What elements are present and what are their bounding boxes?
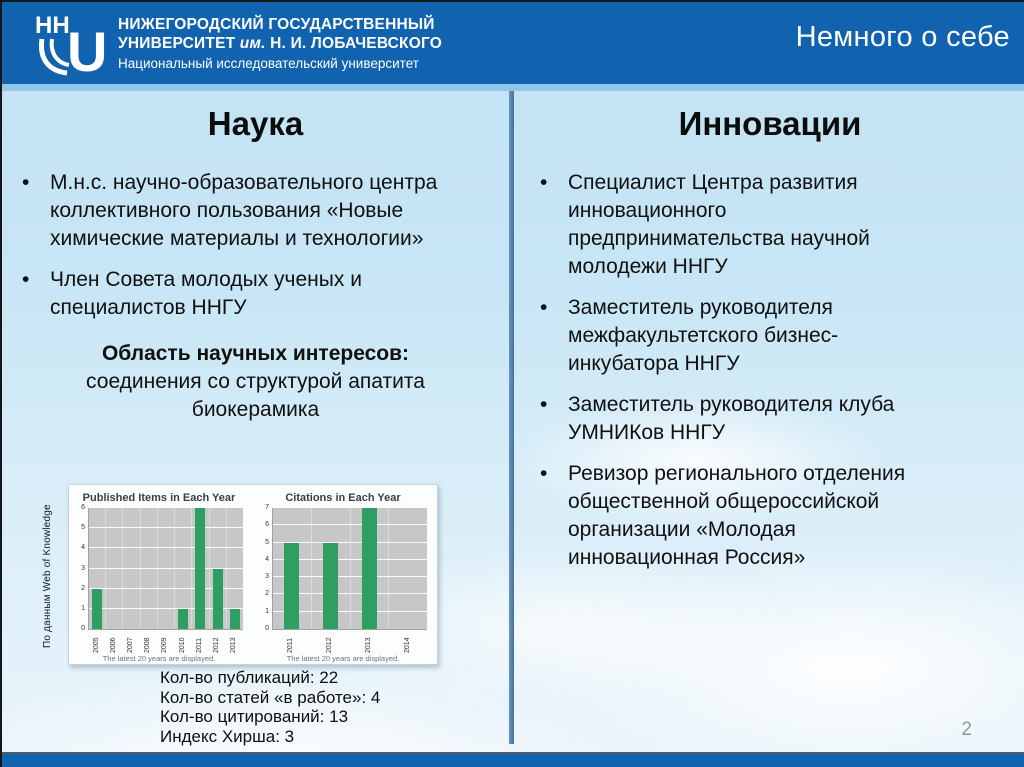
chart-body — [75, 504, 243, 632]
science-bullet-item: • Член Совета молодых ученых и специалистов ННГУ — [50, 266, 442, 322]
x-tick-label: 2007 — [127, 637, 135, 653]
bar-slot — [192, 508, 209, 629]
chart-title: Citations in Each Year — [285, 492, 401, 504]
science-column — [0, 91, 511, 746]
chart-bar — [195, 508, 205, 629]
chart-title: Published Items in Each Year — [82, 492, 236, 504]
x-tick-label: 2011 — [287, 637, 295, 653]
bar-slot — [123, 508, 140, 629]
innovation-heading: Инновации — [678, 105, 862, 142]
chart-caption: The latest 20 years are displayed. — [286, 654, 400, 663]
university-name-line1: НИЖЕГОРОДСКИЙ ГОСУДАРСТВЕННЫЙ — [118, 16, 435, 33]
research-interests-label: Область научных интересов: — [101, 342, 410, 365]
publication-stat-line: Индекс Хирша: 3 — [160, 726, 295, 746]
research-interests — [0, 340, 511, 424]
science-bullet-list — [0, 169, 442, 322]
bar-slot — [141, 508, 158, 629]
page-number: 2 — [961, 719, 972, 740]
x-tick-slot — [272, 630, 311, 653]
publication-stat-line: Кол-во публикаций: 22 — [160, 668, 339, 687]
y-tick-label: 2 — [81, 584, 85, 592]
column-divider — [509, 91, 514, 744]
y-tick-label: 0 — [81, 625, 85, 632]
university-name-line3: Национальный исследовательский университет — [118, 56, 419, 71]
bar-slot — [210, 508, 227, 629]
innovation-bullet-item: • Ревизор регионального отделения общественной общероссийской организации «Молодая инновационная Россия» — [568, 460, 948, 572]
chart-bar — [362, 508, 377, 629]
chart-plot-area — [272, 508, 427, 630]
chart-y-axis — [259, 504, 272, 632]
innovation-bullet-item: • Заместитель руководителя межфакультетского бизнес-инкубатора ННГУ — [568, 294, 948, 378]
slide-top-edge-line — [0, 0, 1024, 2]
y-tick-label: 1 — [81, 604, 85, 612]
chart-bar — [284, 543, 299, 629]
innovation-column — [516, 91, 1024, 585]
x-tick-slot — [388, 630, 427, 653]
bar-slot — [312, 508, 351, 629]
chart-x-axis — [88, 630, 243, 653]
x-tick-slot — [105, 630, 122, 653]
svg-text:НН: НН — [35, 12, 70, 39]
chart-bar — [323, 543, 338, 629]
header-bar — [0, 2, 1024, 84]
x-tick-label: 2005 — [92, 637, 100, 653]
publication-stat-line: Кол-во цитирований: 13 — [160, 707, 349, 726]
science-heading: Наука — [207, 105, 304, 142]
y-tick-label: 2 — [265, 590, 269, 598]
bar-slot — [389, 508, 427, 629]
y-tick-label: 7 — [265, 504, 269, 511]
chart-y-axis — [75, 504, 88, 632]
bar-slot — [89, 508, 106, 629]
published-items-chart — [69, 485, 253, 664]
slide-left-edge-line — [0, 0, 2, 767]
x-tick-slot — [88, 630, 105, 653]
x-tick-label: 2012 — [326, 637, 334, 653]
x-tick-label: 2012 — [213, 637, 221, 653]
y-tick-label: 3 — [81, 564, 85, 572]
science-bullet-item: • М.н.с. научно-образовательного центра коллективного пользования «Новые химические материалы и технологии» — [50, 169, 442, 253]
slide-title: Немного о себе — [795, 21, 1010, 53]
x-tick-slot — [226, 630, 243, 653]
university-name-block — [118, 15, 442, 73]
footer-bar — [0, 752, 1024, 767]
y-tick-label: 4 — [265, 555, 269, 563]
x-tick-slot — [122, 630, 139, 653]
x-tick-label: 2013 — [364, 637, 372, 653]
y-tick-label: 3 — [265, 573, 269, 581]
x-tick-slot — [157, 630, 174, 653]
university-logo-icon — [34, 9, 110, 79]
x-tick-slot — [350, 630, 389, 653]
bar-slot — [227, 508, 243, 629]
chart-bar — [178, 609, 188, 629]
innovation-bullet-list — [516, 169, 948, 572]
y-tick-label: 4 — [81, 544, 85, 552]
bar-slot — [175, 508, 192, 629]
y-tick-label: 5 — [265, 538, 269, 546]
x-tick-slot — [311, 630, 350, 653]
chart-bar — [230, 609, 240, 629]
research-interests-line: биокерамика — [191, 398, 320, 421]
publication-stats — [160, 668, 380, 746]
wos-charts-panel — [68, 484, 438, 665]
x-tick-label: 2013 — [230, 637, 238, 653]
x-tick-slot — [140, 630, 157, 653]
chart-x-axis — [272, 630, 427, 653]
x-tick-label: 2008 — [144, 637, 152, 653]
citations-chart — [253, 485, 437, 664]
innovation-bullet-item: • Специалист Центра развития инновационного предпринимательства научной молодежи ННГУ — [568, 169, 948, 281]
chart-body — [259, 504, 427, 632]
bar-slot — [273, 508, 312, 629]
x-tick-slot — [174, 630, 191, 653]
chart-plot-area — [88, 508, 243, 630]
bar-slot — [351, 508, 390, 629]
innovation-bullet-item: • Заместитель руководителя клуба УМНИКов ННГУ — [568, 391, 948, 447]
y-tick-label: 1 — [265, 607, 269, 615]
research-interests-line: соединения со структурой апатита — [86, 370, 425, 393]
x-tick-label: 2014 — [403, 637, 411, 653]
wos-source-note: По данным Web of Knowledge — [42, 504, 53, 648]
bar-slot — [106, 508, 123, 629]
chart-bar — [213, 569, 223, 630]
header-accent-strip — [0, 84, 1024, 91]
x-tick-label: 2006 — [109, 637, 117, 653]
y-tick-label: 6 — [81, 504, 85, 511]
chart-caption: The latest 20 years are displayed. — [102, 654, 216, 663]
bar-slot — [158, 508, 175, 629]
x-tick-slot — [191, 630, 208, 653]
university-name-line2: УНИВЕРСИТЕТ им. Н. И. ЛОБАЧЕВСКОГО — [118, 35, 442, 52]
y-tick-label: 0 — [265, 625, 269, 632]
svg-text:U: U — [67, 20, 108, 79]
x-tick-label: 2009 — [161, 637, 169, 653]
x-tick-label: 2011 — [195, 637, 203, 653]
publication-stat-line: Кол-во статей «в работе»: 4 — [160, 687, 381, 707]
x-tick-label: 2010 — [178, 637, 186, 653]
chart-bar — [92, 589, 102, 629]
x-tick-slot — [209, 630, 226, 653]
y-tick-label: 5 — [81, 524, 85, 532]
y-tick-label: 6 — [265, 521, 269, 529]
